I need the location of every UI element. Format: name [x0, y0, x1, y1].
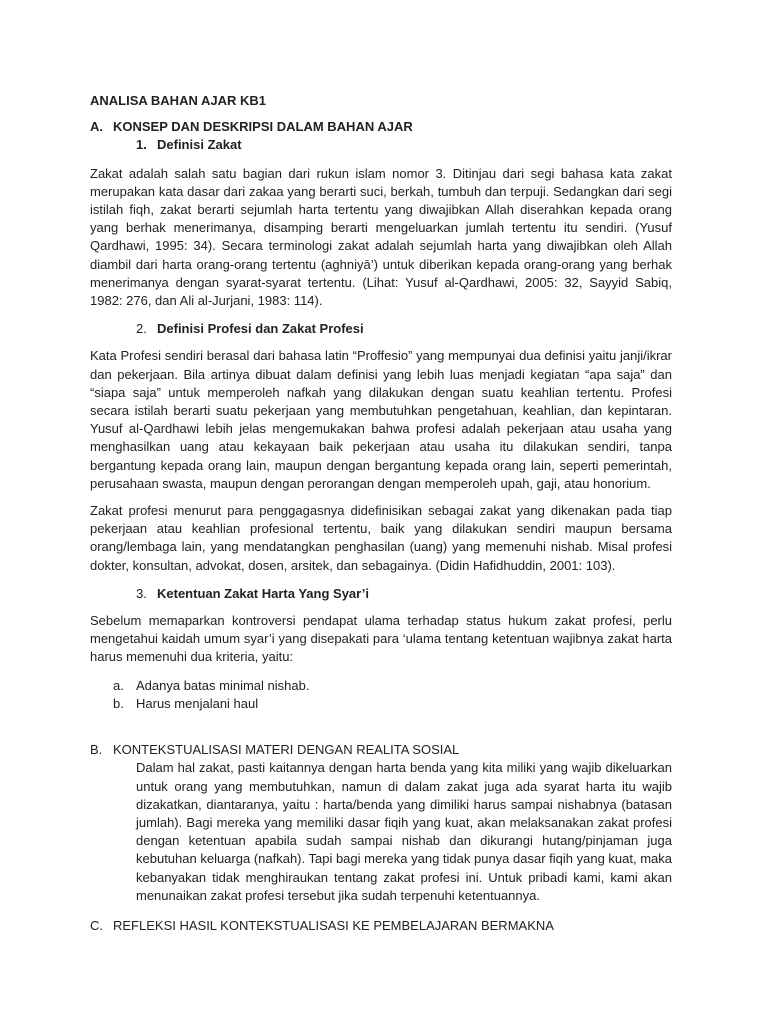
subsection-3-title: Ketentuan Zakat Harta Yang Syar’i	[157, 585, 369, 601]
section-b-letter: B.	[90, 742, 103, 758]
list-marker: b.	[113, 695, 124, 711]
subsection-1-number: 1.	[136, 137, 147, 153]
section-b	[90, 741, 672, 905]
list-item-text: Harus menjalani haul	[136, 695, 259, 711]
section-c-title: REFLEKSI HASIL KONTEKSTUALISASI KE PEMBELAJARAN BERMAKNA	[113, 917, 554, 933]
section-c	[90, 917, 672, 935]
list-item-text: Adanya batas minimal nishab.	[136, 677, 310, 693]
list-item	[90, 695, 672, 713]
subsection-1-paragraph: Zakat adalah salah satu bagian dari rukun islam nomor 3. Ditinjau dari segi bahasa kata zakat merupakan kata dasar dari zakaa yang berarti suci, berkah, tumbuh dan terpuji. Sedangkan dari segi istilah fiqh, zakat berarti sejumlah harta tertentu yang diwajibkan Allah diserahkan kepada orang yang berhak menerimanya, disamping berarti mengeluarkan jumlah tertentu itu sendiri. (Yusuf Qardhawi, 1995: 34). Secara terminologi zakat adalah sejumlah harta yang diwajibkan oleh Allah diambil dari harta orang-orang tertentu (aghniyā’) untuk diberikan kepada orang-orang yang berhak menerimanya dengan syarat-syarat tertentu. (Lihat: Yusuf al-Qardhawi, 2005: 32, Sayyid Sabiq, 1982: 276, dan Ali al-Jurjani, 1983: 114).	[90, 165, 672, 309]
section-c-heading	[90, 917, 672, 935]
section-b-text: Dalam hal zakat, pasti kaitannya dengan harta benda yang kita miliki yang wajib dikeluarkan untuk orang yang membutuhkan, namun di dalam zakat juga ada syarat harta itu wajib dizakatkan, diantaranya, yaitu : harta/benda yang dimiliki harus sampai nishabnya (batasan jumlah). Bagi mereka yang memiliki dasar fiqih yang kuat, akan melaksanakan zakat profesi dengan ketentuan apabila sudah sampai nishab dan dikurangi hutang/pinjaman juga kebutuhan keluarga (nafkah). Tapi bagi mereka yang tidak punya dasar fiqih yang kuat, maka kebanyakan tidak menghiraukan tentang zakat profesi ini. Untuk pribadi kami, kami akan menunaikan zakat profesi tersebut jika sudah terpenuhi ketentuannya.	[136, 760, 672, 903]
section-a-letter: A.	[90, 119, 103, 135]
section-b-heading	[90, 741, 672, 759]
section-a	[90, 118, 672, 713]
document-page	[90, 92, 672, 935]
subsection-2-number: 2.	[136, 321, 147, 337]
list-marker: a.	[113, 677, 124, 693]
section-b-paragraph	[90, 759, 672, 905]
document-title: ANALISA BAHAN AJAR KB1	[90, 93, 266, 108]
subsection-3-number: 3.	[136, 585, 147, 601]
subsection-3-paragraph: Sebelum memaparkan kontroversi pendapat ulama terhadap status hukum zakat profesi, perlu mengetahui kaidah umum syar’i yang disepakati para ‘ulama tentang ketentuan wajibnya zakat harta harus memenuhi dua kriteria, yaitu:	[90, 613, 672, 665]
section-a-heading	[90, 118, 672, 136]
section-a-title: KONSEP DAN DESKRIPSI DALAM BAHAN AJAR	[113, 119, 413, 135]
list-item	[90, 677, 672, 695]
subsection-1-heading	[90, 136, 672, 154]
subsection-1-title: Definisi Zakat	[157, 137, 242, 153]
subsection-2-heading	[90, 320, 672, 338]
subsection-2-title: Definisi Profesi dan Zakat Profesi	[157, 321, 364, 337]
section-b-title: KONTEKSTUALISASI MATERI DENGAN REALITA SOSIAL	[113, 742, 460, 758]
section-c-letter: C.	[90, 917, 103, 933]
subsection-3-heading	[90, 585, 672, 603]
criteria-list	[90, 677, 672, 713]
subsection-2-paragraph-1: Kata Profesi sendiri berasal dari bahasa latin “Proffesio” yang mempunyai dua definisi yaitu janji/ikrar dan pekerjaan. Bila artinya dibuat dalam definisi yang lebih luas menjadi kegiatan “apa saja” dan “siapa saja” untuk memperoleh nafkah yang dilakukan dengan suatu keahlian tertentu. Profesi secara istilah berarti suatu pekerjaan yang membutuhkan pengetahuan, keahlian, dan kepintaran. Yusuf al-Qardhawi lebih jelas mengemukakan bahwa profesi adalah pekerjaan atau usaha yang menghasilkan uang atau kekayaan baik pekerjaan atau usaha itu dilakukan sendiri, tanpa bergantung kepada orang lain, maupun dengan bergantung kepada orang lain, seperti pemerintah, perusahaan swasta, maupun dengan perorangan dengan memperoleh upah, gaji, atau honorium.	[90, 348, 672, 491]
subsection-2-paragraph-2: Zakat profesi menurut para penggagasnya didefinisikan sebagai zakat yang dikenakan pada tiap pekerjaan atau keahlian profesional tertentu, baik yang dilakukan sendiri maupun bersama orang/lembaga lain, yang mendatangkan penghasilan (uang) yang memenuhi nishab. Misal profesi dokter, konsultan, advokat, dosen, arsitek, dan sebagainya. (Didin Hafidhuddin, 2001: 103).	[90, 503, 672, 573]
